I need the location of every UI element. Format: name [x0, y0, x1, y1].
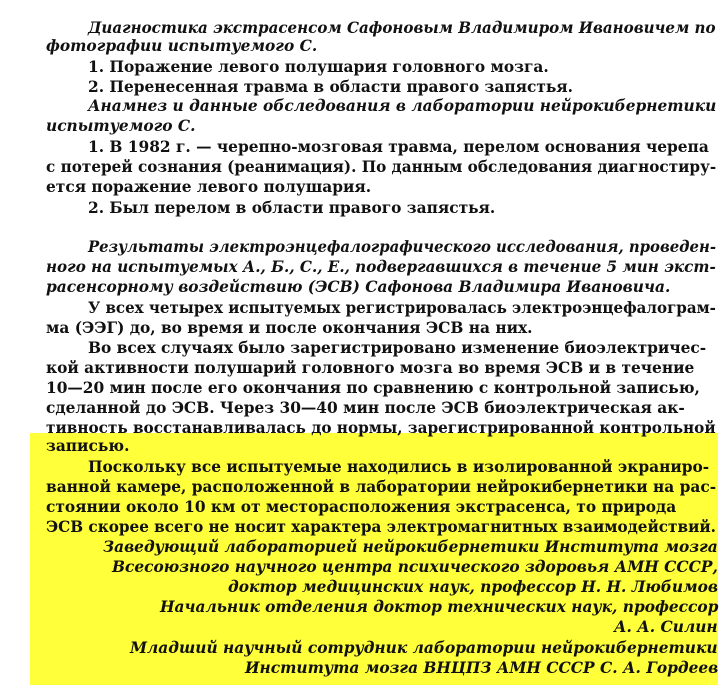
results-heading-line-3: расенсорному воздействию (ЭСВ) Сафонова Владимира Ивановича. [46, 278, 671, 296]
results-p1-line-2: ма (ЭЭГ) до, во время и после окончания ЭСВ на них. [46, 319, 533, 337]
results-p2-line-3: 10—20 мин после его окончания по сравнению с контрольной записью, [46, 379, 700, 397]
anamnesis-item1-line-3: ется поражение левого полушария. [46, 178, 372, 196]
results-p2-line-6: записью. [46, 437, 130, 455]
results-p2-line-5: тивность восстанавливалась до нормы, зарегистрированной контрольной [46, 419, 716, 437]
conclusion-line-3: стоянии около 10 км от месторасположения экстрасенса, то природа [46, 498, 677, 516]
conclusion-line-2: ванной камере, расположенной в лаборатории нейрокибернетики на рас- [46, 478, 717, 496]
signature-line-7: Института мозга ВНЦПЗ АМН СССР С. А. Гордеев [245, 659, 719, 677]
signature-line-5: А. А. Силин [614, 618, 718, 636]
results-p2-line-4: сделанной до ЭСВ. Через 30—40 мин после ЭСВ биоэлектрическая ак- [46, 399, 685, 417]
signature-line-2: Всесоюзного научного центра психического здоровья АМН СССР, [112, 558, 718, 576]
conclusion-line-4: ЭСВ скорее всего не носит характера электромагнитных взаимодействий. [46, 518, 716, 536]
anamnesis-item1-line-2: с потерей сознания (реанимация). По данным обследования диагностиру- [46, 158, 717, 176]
results-p2-line-1: Во всех случаях было зарегистрировано изменение биоэлектричес- [88, 339, 707, 357]
anamnesis-heading-line-1: Анамнез и данные обследования в лаборатории нейрокибернетики [88, 97, 717, 115]
diag-item-1: 1. Поражение левого полушария головного мозга. [88, 58, 549, 76]
conclusion-line-1: Поскольку все испытуемые находились в изолированной экраниро- [88, 458, 710, 476]
signature-line-3: доктор медицинских наук, профессор Н. Н. Любимов [228, 578, 719, 596]
signature-line-6: Младший научный сотрудник лаборатории нейрокибернетики [130, 639, 718, 657]
results-p2-line-2: кой активности полушарий головного мозга во время ЭСВ и в течение [46, 359, 695, 377]
diag-heading-line-1: Диагностика экстрасенсом Сафоновым Владимиром Ивановичем по [88, 19, 716, 37]
signature-line-1: Заведующий лабораторией нейрокибернетики Института мозга [103, 538, 718, 556]
results-heading-line-1: Результаты электроэнцефалографического исследования, проведен- [88, 238, 716, 256]
anamnesis-item1-line-1: 1. В 1982 г. — черепно-мозговая травма, перелом основания черепа [88, 138, 709, 156]
anamnesis-heading-line-2: испытуемого С. [46, 117, 196, 135]
anamnesis-item2: 2. Был перелом в области правого запястья. [88, 199, 496, 217]
results-heading-line-2: ного на испытуемых А., Б., С., Е., подвергавшихся в течение 5 мин экст- [46, 258, 716, 276]
signature-line-4: Начальник отделения доктор технических наук, профессор [160, 598, 719, 616]
diag-item-2: 2. Перенесенная травма в области правого запястья. [88, 78, 574, 96]
results-p1-line-1: У всех четырех испытуемых регистрировалась электроэнцефалограм- [88, 299, 716, 317]
diag-heading-line-2: фотографии испытуемого С. [46, 37, 318, 55]
